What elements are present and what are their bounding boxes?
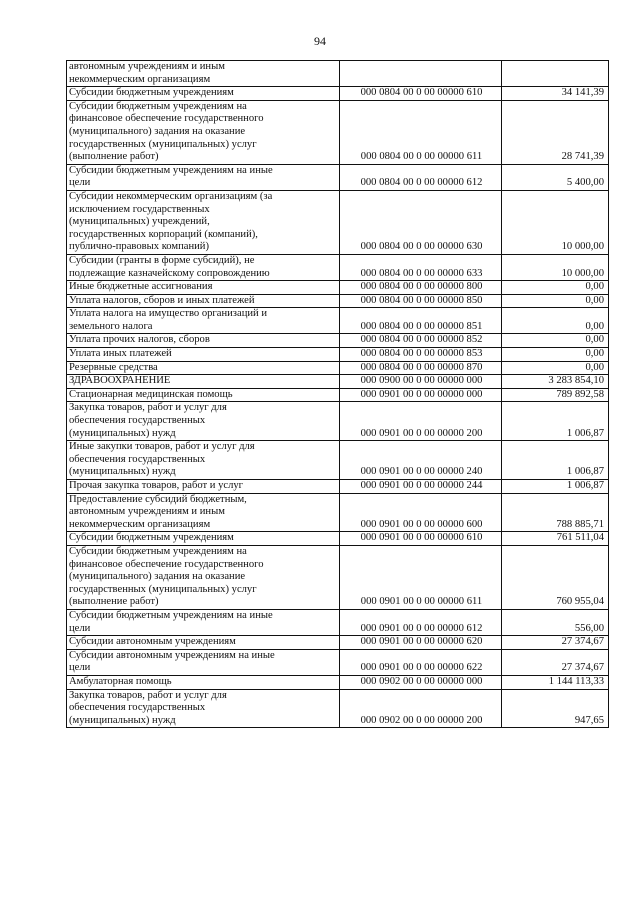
budget-code: 000 0804 00 0 00 00000 610 <box>360 87 483 99</box>
budget-code-cell <box>340 294 502 308</box>
amount: 1 006,87 <box>566 480 604 491</box>
amount-cell <box>502 675 609 689</box>
budget-code: 000 0901 00 0 00 00000 244 <box>360 480 483 491</box>
table-row <box>67 675 609 689</box>
amount: 788 885,71 <box>556 518 604 530</box>
amount-cell <box>502 441 609 480</box>
amount-cell <box>502 493 609 532</box>
amount-cell <box>502 361 609 375</box>
budget-code-cell <box>340 334 502 348</box>
expense-name-cell <box>67 689 340 728</box>
budget-code-cell <box>340 361 502 375</box>
amount-cell <box>502 281 609 295</box>
amount: 0,00 <box>585 361 604 373</box>
expense-name-cell <box>67 545 340 609</box>
budget-code-cell <box>340 164 502 190</box>
budget-code: 000 0804 00 0 00 00000 851 <box>360 320 483 332</box>
table-row <box>67 361 609 375</box>
expense-name-cell <box>67 87 340 101</box>
expense-name-cell <box>67 348 340 362</box>
amount-cell <box>502 689 609 728</box>
expense-name-cell <box>67 294 340 308</box>
table-row <box>67 480 609 494</box>
budget-code: 000 0901 00 0 00 00000 000 <box>360 388 483 400</box>
amount-cell <box>502 294 609 308</box>
amount: 28 741,39 <box>561 151 604 163</box>
table-row <box>67 190 609 254</box>
expense-name-cell <box>67 480 340 494</box>
expense-name: Закупка товаров, работ и услуг для обеспечения государственных (муниципальных) нужд <box>69 689 227 726</box>
table-row <box>67 61 609 87</box>
budget-code: 000 0900 00 0 00 00000 000 <box>360 375 483 387</box>
amount: 0,00 <box>585 294 604 306</box>
expense-name: Предоставление субсидий бюджетным, автономным учреждениям и иным некоммерческим организациям <box>69 493 247 530</box>
expense-name-cell <box>67 281 340 295</box>
amount-cell <box>502 375 609 389</box>
budget-code: 000 0804 00 0 00 00000 853 <box>360 348 483 360</box>
table-row <box>67 375 609 389</box>
amount: 556,00 <box>574 622 604 634</box>
table-row <box>67 348 609 362</box>
amount: 760 955,04 <box>556 596 604 608</box>
table-row <box>67 649 609 675</box>
amount: 34 141,39 <box>561 87 604 99</box>
amount: 0,00 <box>585 334 604 346</box>
budget-code-cell <box>340 493 502 532</box>
budget-code: 000 0901 00 0 00 00000 240 <box>360 466 483 478</box>
amount: 0,00 <box>585 281 604 293</box>
expense-name-cell <box>67 334 340 348</box>
amount-cell <box>502 649 609 675</box>
amount-cell <box>502 87 609 101</box>
budget-code-cell <box>340 441 502 480</box>
budget-code: 000 0901 00 0 00 00000 610 <box>360 532 483 544</box>
budget-code-cell <box>340 402 502 441</box>
expense-name: Субсидии автономным учреждениям <box>69 636 236 648</box>
budget-code: 000 0901 00 0 00 00000 622 <box>360 662 483 674</box>
amount-cell <box>502 190 609 254</box>
table-row <box>67 388 609 402</box>
expense-name-cell <box>67 361 340 375</box>
budget-code-cell <box>340 308 502 334</box>
expense-name: Субсидии бюджетным учреждениям на иные цели <box>69 609 273 634</box>
amount-cell <box>502 532 609 546</box>
expense-name: Закупка товаров, работ и услуг для обеспечения государственных (муниципальных) нужд <box>69 402 227 439</box>
table-row <box>67 636 609 650</box>
expense-name-cell <box>67 375 340 389</box>
budget-code-cell <box>340 636 502 650</box>
table-row <box>67 100 609 164</box>
expense-name: Субсидии автономным учреждениям на иные цели <box>69 649 275 674</box>
budget-code: 000 0804 00 0 00 00000 850 <box>360 294 483 306</box>
budget-code: 000 0804 00 0 00 00000 630 <box>360 241 483 253</box>
table-row <box>67 402 609 441</box>
expense-name: Уплата иных платежей <box>69 348 172 360</box>
expense-name-cell <box>67 441 340 480</box>
budget-code-cell <box>340 281 502 295</box>
amount-cell <box>502 388 609 402</box>
budget-code-cell <box>340 689 502 728</box>
expense-name: Субсидии бюджетным учреждениям на финансовое обеспечение государственного (муниципального) задания на оказание государственных (муниципальных) услуг (выполнение работ) <box>69 545 264 608</box>
budget-code: 000 0804 00 0 00 00000 611 <box>360 151 483 163</box>
amount: 10 000,00 <box>561 267 604 279</box>
table-row <box>67 87 609 101</box>
amount: 27 374,67 <box>561 636 604 648</box>
table-row <box>67 609 609 635</box>
expense-name-cell <box>67 100 340 164</box>
budget-code: 000 0804 00 0 00 00000 870 <box>360 361 483 373</box>
budget-code-cell <box>340 190 502 254</box>
amount: 947,65 <box>574 714 604 726</box>
expense-name: Субсидии некоммерческим организациям (за исключением государственных (муниципальных) учреждений, государственных корпораций (компаний), публично-правовых компаний) <box>69 190 273 253</box>
amount: 3 283 854,10 <box>548 375 604 387</box>
budget-code-cell <box>340 675 502 689</box>
budget-code: 000 0804 00 0 00 00000 612 <box>360 177 483 189</box>
expense-name: Резервные средства <box>69 361 158 373</box>
table-row <box>67 334 609 348</box>
expense-name: Субсидии бюджетным учреждениям на иные цели <box>69 164 273 189</box>
amount-cell <box>502 545 609 609</box>
budget-code: 000 0804 00 0 00 00000 800 <box>360 281 483 293</box>
budget-code-cell <box>340 532 502 546</box>
amount-cell <box>502 334 609 348</box>
budget-code: 000 0901 00 0 00 00000 620 <box>360 636 483 648</box>
expense-name: Иные бюджетные ассигнования <box>69 281 213 293</box>
table-row <box>67 689 609 728</box>
table-row <box>67 254 609 280</box>
table-row <box>67 281 609 295</box>
budget-code: 000 0804 00 0 00 00000 852 <box>360 334 483 346</box>
expense-name-cell <box>67 308 340 334</box>
expense-name-cell <box>67 164 340 190</box>
expense-name-cell <box>67 532 340 546</box>
expense-name-cell <box>67 649 340 675</box>
table-row <box>67 308 609 334</box>
budget-code: 000 0901 00 0 00 00000 600 <box>360 518 483 530</box>
expense-name-cell <box>67 493 340 532</box>
budget-code-cell <box>340 388 502 402</box>
expense-name: автономным учреждениям и иным некоммерческим организациям <box>69 61 225 85</box>
table-row <box>67 294 609 308</box>
amount-cell <box>502 164 609 190</box>
amount: 1 144 113,33 <box>548 675 604 687</box>
budget-table-body <box>67 61 609 728</box>
page-number: 94 <box>314 34 326 48</box>
budget-code-cell <box>340 87 502 101</box>
amount: 1 006,87 <box>566 427 604 439</box>
budget-code-cell <box>340 254 502 280</box>
expense-name-cell <box>67 609 340 635</box>
expense-name-cell <box>67 388 340 402</box>
budget-code-cell <box>340 649 502 675</box>
amount-cell <box>502 100 609 164</box>
budget-code: 000 0902 00 0 00 00000 000 <box>360 675 483 687</box>
expense-name-cell <box>67 402 340 441</box>
expense-name: Амбулаторная помощь <box>69 675 172 687</box>
amount: 27 374,67 <box>561 662 604 674</box>
table-row <box>67 441 609 480</box>
amount: 0,00 <box>585 320 604 332</box>
budget-code-cell <box>340 100 502 164</box>
expense-name: Субсидии (гранты в форме субсидий), не подлежащие казначейскому сопровождению <box>69 254 270 279</box>
amount: 10 000,00 <box>561 241 604 253</box>
expense-name-cell <box>67 254 340 280</box>
expense-name-cell <box>67 675 340 689</box>
amount-cell <box>502 308 609 334</box>
expense-name: Уплата налогов, сборов и иных платежей <box>69 294 255 306</box>
expense-name-cell <box>67 636 340 650</box>
table-row <box>67 493 609 532</box>
expense-name: Уплата налога на имущество организаций и земельного налога <box>69 308 268 332</box>
budget-code: 000 0902 00 0 00 00000 200 <box>360 714 483 726</box>
budget-code-cell <box>340 61 502 87</box>
expense-name-cell <box>67 190 340 254</box>
table-row <box>67 532 609 546</box>
expense-name: Стационарная медицинская помощь <box>69 388 233 400</box>
budget-code: 000 0901 00 0 00 00000 200 <box>360 427 483 439</box>
expense-name: ЗДРАВООХРАНЕНИЕ <box>69 375 171 387</box>
amount-cell <box>502 348 609 362</box>
table-row <box>67 164 609 190</box>
amount: 761 511,04 <box>556 532 604 544</box>
expense-name: Субсидии бюджетным учреждениям на финансовое обеспечение государственного (муниципального) задания на оказание государственных (муниципальных) услуг (выполнение работ) <box>69 100 264 163</box>
budget-code: 000 0804 00 0 00 00000 633 <box>360 267 483 279</box>
expense-name: Субсидии бюджетным учреждениям <box>69 532 234 544</box>
amount-cell <box>502 61 609 87</box>
budget-code: 000 0901 00 0 00 00000 611 <box>360 596 483 608</box>
table-row <box>67 545 609 609</box>
budget-table <box>66 60 609 728</box>
budget-code-cell <box>340 375 502 389</box>
amount: 0,00 <box>585 348 604 360</box>
amount-cell <box>502 636 609 650</box>
budget-code: 000 0901 00 0 00 00000 612 <box>360 622 483 634</box>
expense-name: Иные закупки товаров, работ и услуг для обеспечения государственных (муниципальных) нужд <box>69 441 255 478</box>
amount-cell <box>502 480 609 494</box>
amount: 1 006,87 <box>566 466 604 478</box>
amount-cell <box>502 402 609 441</box>
amount-cell <box>502 609 609 635</box>
amount: 789 892,58 <box>556 388 604 400</box>
amount: 5 400,00 <box>566 177 604 189</box>
budget-code-cell <box>340 480 502 494</box>
budget-code-cell <box>340 348 502 362</box>
expense-name: Уплата прочих налогов, сборов <box>69 334 210 346</box>
budget-code-cell <box>340 545 502 609</box>
budget-code-cell <box>340 609 502 635</box>
expense-name-cell <box>67 61 340 87</box>
expense-name: Прочая закупка товаров, работ и услуг <box>69 480 244 491</box>
amount-cell <box>502 254 609 280</box>
expense-name: Субсидии бюджетным учреждениям <box>69 87 234 99</box>
